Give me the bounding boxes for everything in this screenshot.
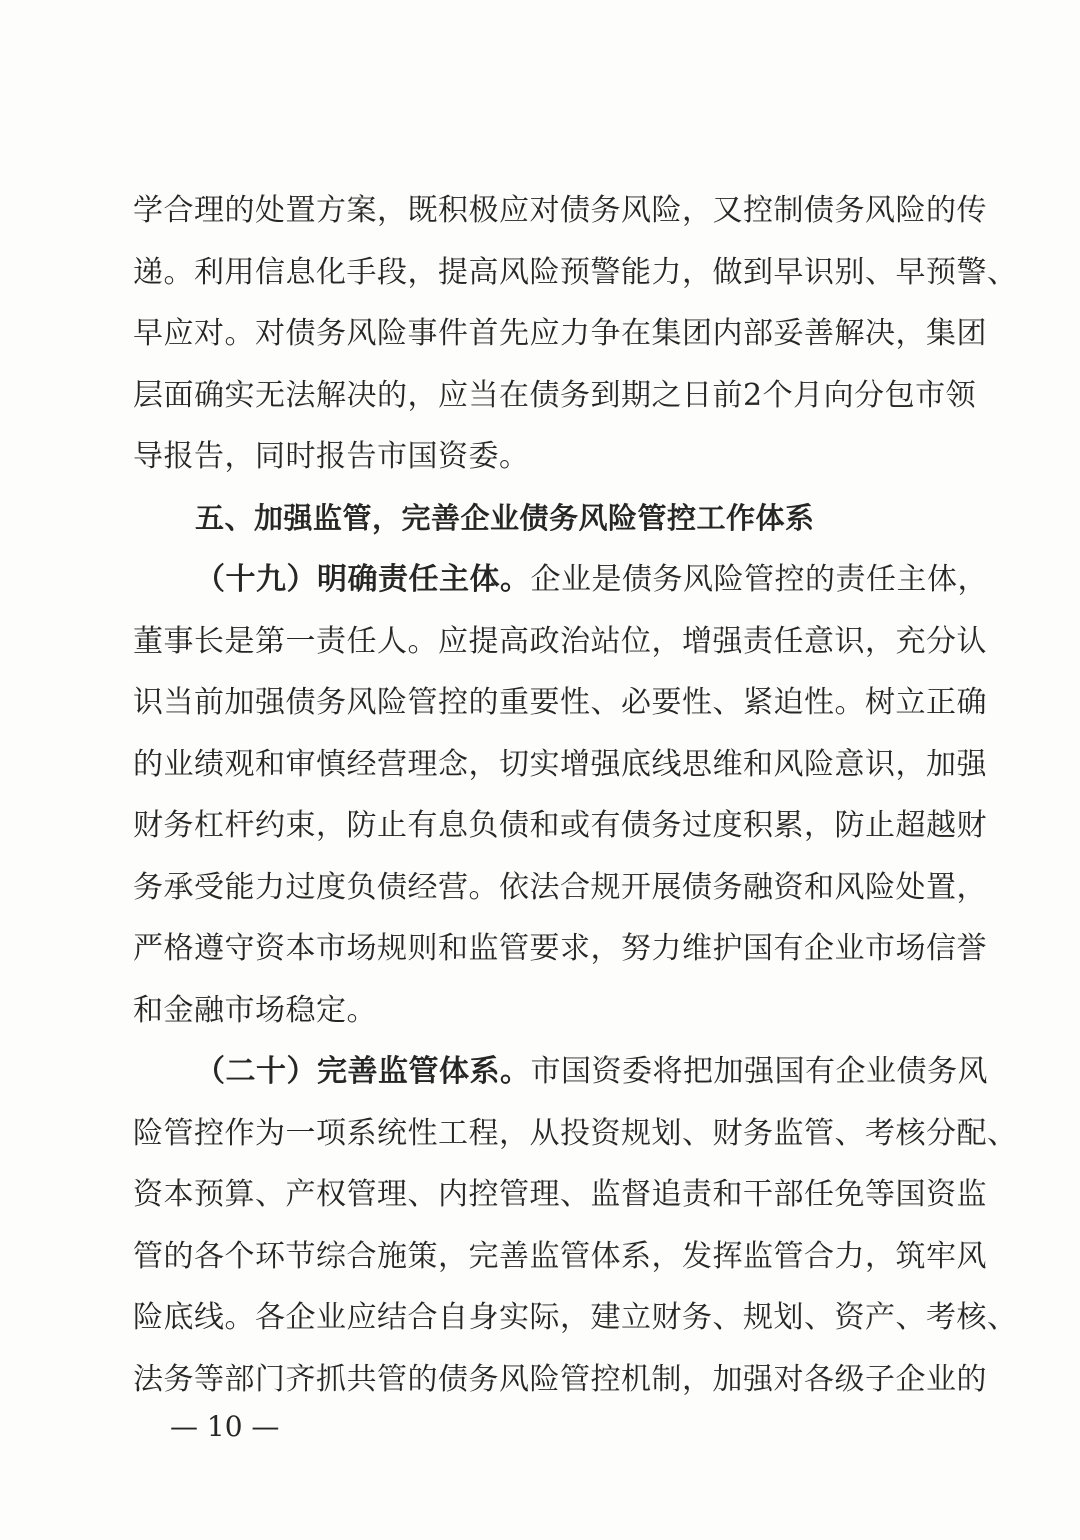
text-line: 法务等部门齐抓共管的债务风险管控机制，加强对各级子企业的 (133, 1361, 987, 1397)
page-number: — 10 — (170, 1410, 280, 1443)
text-line: 学合理的处置方案，既积极应对债务风险，又控制债务风险的传 (133, 193, 987, 228)
text-line: 财务杠杆约束，防止有息负债和或有债务过度积累，防止超越财 (133, 808, 987, 843)
text-line: 和金融市场稳定。 (133, 992, 377, 1028)
text-line: 导报告，同时报告市国资委。 (133, 439, 530, 474)
paragraph-19-first-line (133, 549, 988, 611)
paragraph-20-title: （二十）完善监管体系。 (195, 1054, 531, 1089)
text-line: 险管控作为一项系统性工程，从投资规划、财务监管、考核分配、 (133, 1115, 1018, 1151)
text-line: 的业绩观和审慎经营理念，切实增强底线思维和风险意识，加强 (133, 746, 987, 782)
paragraph-20-first-line (133, 1041, 988, 1103)
document-body (133, 180, 1018, 1410)
text-line: 董事长是第一责任人。应提高政治站位，增强责任意识，充分认 (133, 623, 987, 659)
text-line: 险底线。各企业应结合自身实际，建立财务、规划、资产、考核、 (133, 1300, 1018, 1335)
text-line: 资本预算、产权管理、内控管理、监督追责和干部任免等国资监 (133, 1177, 987, 1212)
text-line: 务承受能力过度负债经营。依法合规开展债务融资和风险处置， (133, 869, 987, 905)
text-line: 严格遵守资本市场规则和监管要求，努力维护国有企业市场信誉 (133, 931, 987, 966)
text-line: 早应对。对债务风险事件首先应力争在集团内部妥善解决，集团 (133, 316, 987, 351)
paragraph-19-lead: 企业是债务风险管控的责任主体， (530, 562, 988, 597)
text-line: 层面确实无法解决的，应当在债务到期之日前2个月向分包市领 (133, 377, 977, 413)
text-line: 递。利用信息化手段，提高风险预警能力，做到早识别、早预警、 (133, 254, 1018, 290)
text-line: 管的各个环节综合施策，完善监管体系，发挥监管合力，筑牢风 (133, 1238, 987, 1274)
text-line: 识当前加强债务风险管控的重要性、必要性、紧迫性。树立正确 (133, 685, 987, 720)
paragraph-19-title: （十九）明确责任主体。 (195, 562, 531, 597)
paragraph-20-lead: 市国资委将把加强国有企业债务风 (530, 1054, 988, 1089)
section-heading: 五、加强监管，完善企业债务风险管控工作体系 (195, 500, 815, 535)
